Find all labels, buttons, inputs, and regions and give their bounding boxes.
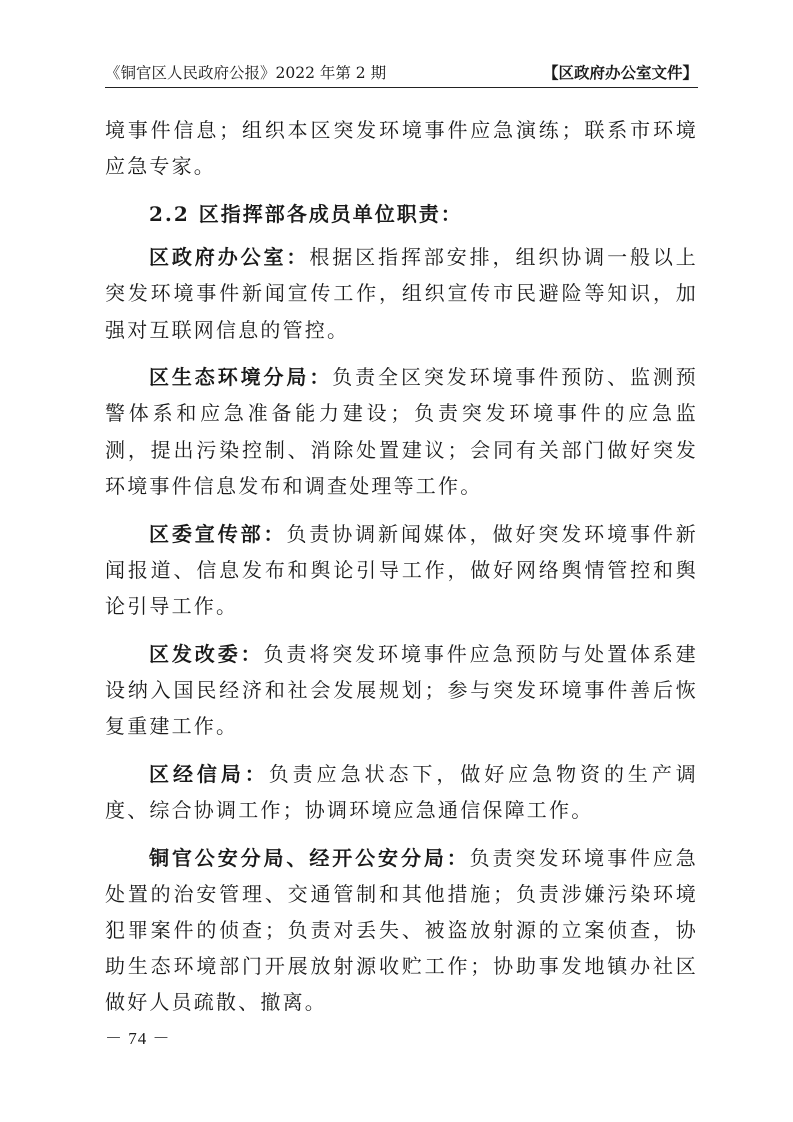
gazette-title: 《铜官区人民政府公报》2022 年第 2 期	[105, 64, 387, 82]
duty-paragraph	[105, 636, 698, 745]
document-category: 【区政府办公室文件】	[542, 63, 698, 82]
duty-paragraph	[105, 840, 698, 1021]
duty-paragraph	[105, 239, 698, 348]
duty-text: 负责突发环境事件应急处置的治安管理、交通管制和其他措施；负责涉嫌污染环境犯罪案件的侦查；负责对丢失、被盗放射源的立案侦查，协助生态环境部门开展放射源收贮工作；协助事发地镇办社区做好人员疏散、撤离。	[105, 845, 698, 1015]
page-number: － 74 －	[105, 1029, 171, 1048]
unit-name: 铜官公安分局、经开公安分局：	[149, 845, 470, 870]
paragraph-text: 境事件信息；组织本区突发环境事件应急演练；联系市环境应急专家。	[105, 118, 698, 179]
duty-text: 负责全区突发环境事件预防、监测预警体系和应急准备能力建设；负责突发环境事件的应急监测，提出污染控制、消除处置建议；会同有关部门做好突发环境事件信息发布和调查处理等工作。	[105, 365, 698, 498]
page-header	[105, 60, 698, 86]
paragraph-continuation	[105, 112, 698, 184]
unit-name: 区委宣传部：	[149, 521, 287, 546]
duty-paragraph	[105, 516, 698, 625]
unit-name: 区生态环境分局：	[149, 365, 333, 390]
duty-paragraph	[105, 756, 698, 828]
duty-paragraph	[105, 359, 698, 504]
unit-name: 区经信局：	[149, 761, 269, 786]
duty-text: 负责将突发环境事件应急预防与处置体系建设纳入国民经济和社会发展规划；参与突发环境事件善后恢复重建工作。	[105, 641, 698, 739]
unit-name: 区政府办公室：	[149, 245, 310, 270]
header-divider	[105, 87, 698, 88]
section-heading-text: 2.2 区指挥部各成员单位职责：	[149, 201, 463, 226]
duty-text: 负责应急状态下，做好应急物资的生产调度、综合协调工作；协调环境应急通信保障工作。	[105, 761, 698, 822]
duty-text: 根据区指挥部安排，组织协调一般以上突发环境事件新闻宣传工作，组织宣传市民避险等知识，加强对互联网信息的管控。	[105, 245, 698, 342]
unit-name: 区发改委：	[149, 641, 264, 666]
duty-text: 负责协调新闻媒体，做好突发环境事件新闻报道、信息发布和舆论引导工作，做好网络舆情管控和舆论引导工作。	[105, 521, 699, 618]
document-body	[105, 112, 698, 1032]
section-heading	[105, 196, 698, 232]
